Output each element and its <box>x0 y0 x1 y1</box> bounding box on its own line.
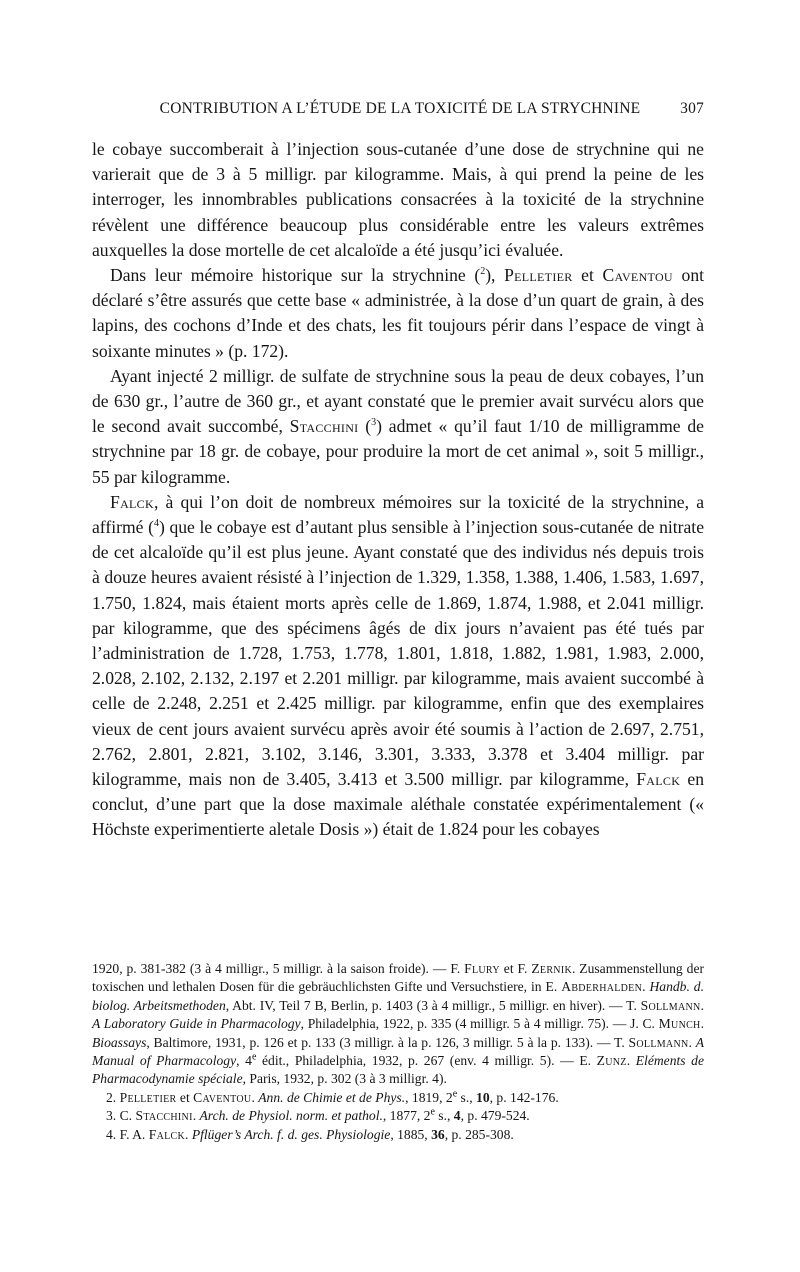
text-run: , à qui l’on doit de nombreux mémoires sur la toxicité de la strychnine, a affirmé ( <box>92 491 704 538</box>
paragraph-4 <box>92 490 704 843</box>
text-run: , Paris, 1932, p. 302 (3 à 3 milligr. 4). <box>242 1071 447 1087</box>
text-run: , Baltimore, 1931, p. 126 et p. 133 (3 milligr. à la p. 126, 3 milligr. 5 à la p. 133). — T. <box>146 1034 629 1050</box>
document-page <box>92 0 704 1272</box>
author-name: Pelletier <box>504 265 573 286</box>
text-run: . <box>642 979 650 995</box>
footnote-ref-2: 2 <box>480 266 486 278</box>
author-name: Stacchini <box>135 1108 193 1124</box>
author-name: Sollmann <box>628 1034 689 1050</box>
superscript: e <box>430 1106 435 1118</box>
text-run: en conclut, d’une part que la dose maximale aléthale constatée expérimentalement (« Höchste experimentierte aletale Dosis ») était de 1.824 pour les cobayes <box>92 769 704 840</box>
paragraph-2 <box>92 263 704 364</box>
author-name: Zernik <box>531 961 572 976</box>
text-run: et F. <box>499 961 532 976</box>
body-text <box>92 137 704 843</box>
text-run: . <box>688 1034 696 1050</box>
text-run: . <box>251 1089 259 1105</box>
author-name: Falck <box>110 491 154 512</box>
author-name: Zunz <box>596 1053 627 1069</box>
paragraph-3 <box>92 364 704 490</box>
author-name: Sollmann <box>640 997 701 1013</box>
author-name: Falck <box>148 1126 186 1142</box>
footnote-4 <box>92 1126 704 1144</box>
text-run: , p. 142-176. <box>489 1089 559 1105</box>
footnote-3 <box>92 1107 704 1125</box>
paragraph-1: le cobaye succomberait à l’injection sous-cutanée d’une dose de strychnine qui ne varierait que de 3 à 5 milligr. par kilogramme. Mais, à qui prend la peine de les interroger, les innombrables publications consacrées à la toxicité de la strychnine révèlent une différence beaucoup plus considérable entre les valeurs extrêmes auxquelles la dose mortelle de cet alcaloïde a été jusqu’ici évaluée. <box>92 139 704 260</box>
text-run: s., <box>457 1089 477 1105</box>
text-run: Dans leur mémoire historique sur la strychnine ( <box>110 265 481 286</box>
work-title: Bioassays <box>92 1034 147 1050</box>
work-title: Arch. de Physiol. norm. et pathol. <box>199 1108 383 1124</box>
text-run: s., <box>434 1108 454 1124</box>
author-name: Stacchini <box>289 416 359 437</box>
volume-number: 10 <box>476 1089 490 1105</box>
text-run: 2. <box>106 1089 120 1105</box>
text-run: . <box>626 1053 636 1069</box>
text-run: . <box>185 1126 192 1142</box>
text-run: . <box>192 1108 200 1124</box>
text-run: et <box>572 265 603 286</box>
author-name: Munch <box>658 1016 701 1032</box>
volume-number: 36 <box>431 1126 445 1142</box>
work-title: Ann. de Chimie et de Phys. <box>258 1089 406 1105</box>
text-run: . <box>700 997 704 1013</box>
author-name: Caventou <box>602 265 673 286</box>
author-name: Falck <box>636 769 681 790</box>
text-run: ) admet « qu’il faut 1/10 de milligramme de strychnine par 18 gr. de cobaye, pour produire la mort de cet animal », soit 5 milligr., 55 par kilogramme. <box>92 416 704 487</box>
running-title: CONTRIBUTION A L’ÉTUDE DE LA TOXICITÉ DE LA STRYCHNINE <box>159 100 641 117</box>
text-run: , 1885, <box>390 1126 432 1142</box>
text-run: et <box>176 1089 194 1105</box>
text-run: . <box>700 1016 704 1032</box>
volume-number: 4 <box>453 1108 461 1124</box>
superscript: e <box>452 1088 458 1100</box>
work-title: A Manual of Pharmacology <box>92 1034 705 1069</box>
text-run: 4. F. A. <box>106 1126 149 1142</box>
text-run: ) que le cobaye est d’autant plus sensible à l’injection sous-cutanée de nitrate de cet alcaloïde qu’il est plus jeune. Ayant constaté que des individus nés depuis trois à douze heures avaient résisté à l’injection de 1.329, 1.358, 1.388, 1.406, 1.583, 1.697, 1.750, 1.824, mais étaient morts après celle de 1.869, 1.874, 1.988, et 2.041 milligr. par kilogramme, que des spécimens âgés de dix jours n’avaient pas été tués par l’administration de 1.728, 1.753, 1.778, 1.801, 1.818, 1.882, 1.981, 1.983, 2.000, 2.028, 2.102, 2.132, 2.197 et 2.201 milligr. par kilogramme, mais avaient succombé à celle de 2.248, 2.251 et 2.425 milligr. par kilogramme, enfin que des exemplaires vieux de cent jours avaient survécu après avoir été soumis à l’action de 2.697, 2.751, 2.762, 2.801, 2.821, 3.102, 3.146, 3.301, 3.333, 3.378 et 3.404 milligr. par kilogramme, mais non de 3.405, 3.413 et 3.500 milligr. par kilogramme, <box>92 517 705 790</box>
text-run: ), <box>485 265 505 286</box>
text-run: 3. C. <box>106 1108 136 1124</box>
text-run: , 1877, 2 <box>382 1108 431 1124</box>
text-run: , 4 <box>236 1053 252 1069</box>
running-header <box>92 100 704 118</box>
work-title: A Laboratory Guide in Pharmacology <box>92 1016 301 1032</box>
author-name: Flury <box>464 961 500 976</box>
text-run: Ayant injecté 2 milligr. de sulfate de strychnine sous la peau de deux cobayes, l’un de 630 gr., l’autre de 360 gr., et ayant constaté que le premier avait survécu alors que le second avait succombé, <box>92 365 704 437</box>
work-title: Eléments de Pharmacodynamie spéciale <box>92 1053 705 1087</box>
footnote-ref-4: 4 <box>153 518 159 530</box>
superscript: e <box>251 1051 257 1063</box>
text-run: , Philadelphia, 1922, p. 335 (4 milligr. 5 à 4 milligr. 75). — J. C. <box>300 1016 659 1032</box>
text-run: . Zusammenstellung der toxischen und lethalen Dosen für die gebräuchlichsten Gifte und Versuchstiere, in E. <box>92 961 704 995</box>
author-name: Pelletier <box>119 1089 177 1105</box>
footnotes <box>92 960 704 1144</box>
author-name: Caventou <box>193 1089 252 1105</box>
text-run: ont déclaré s’être assurés que cette base « administrée, à la dose d’un quart de grain, à des lapins, des cochons d’Inde et des chats, les fit toujours périr dans l’espace de vingt à soixante minutes » (p. 172). <box>92 265 705 361</box>
work-title: Pflüger’s Arch. f. d. ges. Physiologie <box>191 1126 391 1142</box>
text-run: , p. 285-308. <box>444 1126 514 1142</box>
text-run: 1920, p. 381-382 (3 à 4 milligr., 5 milligr. à la saison froide). — F. <box>92 961 465 976</box>
author-name: Abderhalden <box>561 979 643 995</box>
text-run: , 1819, 2 <box>405 1089 453 1105</box>
footnote-1-continued <box>92 960 704 1089</box>
footnote-2 <box>92 1089 704 1107</box>
text-run: ( <box>358 416 372 437</box>
text-run: , Abt. IV, Teil 7 B, Berlin, p. 1403 (3 à 4 milligr., 5 milligr. en hiver). — T. <box>225 997 641 1013</box>
work-title: Handb. d. biolog. Arbeitsmethoden <box>92 979 705 1013</box>
footnote-ref-3: 3 <box>371 417 377 429</box>
page-number: 307 <box>680 100 704 117</box>
text-run: édit., Philadelphia, 1932, p. 267 (env. 4 milligr. 5). — E. <box>256 1053 597 1069</box>
text-run: , p. 479-524. <box>460 1108 530 1124</box>
